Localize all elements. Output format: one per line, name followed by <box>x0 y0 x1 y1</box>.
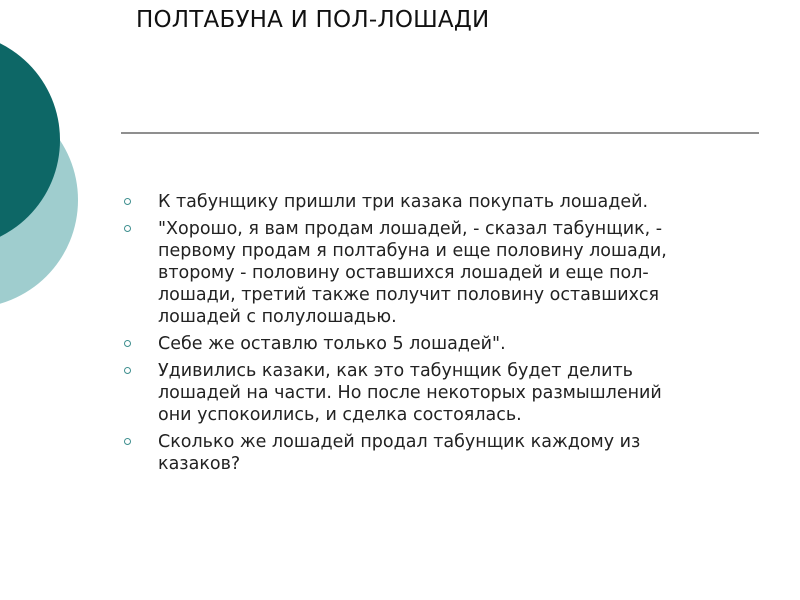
bullet-text: Удивились казаки, как это табунщик будет делить лошадей на части. Но после некоторых размышлений они успокоились, и сделка состоялась. <box>158 361 662 425</box>
bullet-item <box>124 360 744 426</box>
bullet-circle-icon <box>124 225 131 232</box>
bullet-circle-icon <box>124 367 131 374</box>
bullet-item <box>124 218 744 328</box>
bullet-text: Себе же оставлю только 5 лошадей". <box>158 334 506 354</box>
decorative-circles <box>0 0 130 330</box>
title-divider <box>121 132 759 134</box>
bullet-circle-icon <box>124 198 131 205</box>
bullet-circle-icon <box>124 438 131 445</box>
bullet-list <box>124 191 744 480</box>
bullet-text: "Хорошо, я вам продам лошадей, - сказал табунщик, - первому продам я полтабуна и еще половину лошади, второму - половину оставшихся лошадей и еще пол- лошади, третий также получит половину оставшихся лошадей с полулошадью. <box>158 219 667 327</box>
bullet-text: К табунщику пришли три казака покупать лошадей. <box>158 192 649 212</box>
bullet-item <box>124 191 744 213</box>
bullet-item <box>124 333 744 355</box>
bullet-item <box>124 431 744 475</box>
bullet-circle-icon <box>124 340 131 347</box>
slide-title: ПОЛТАБУНА И ПОЛ-ЛОШАДИ <box>136 7 490 33</box>
bullet-text: Сколько же лошадей продал табунщик каждому из казаков? <box>158 432 641 474</box>
